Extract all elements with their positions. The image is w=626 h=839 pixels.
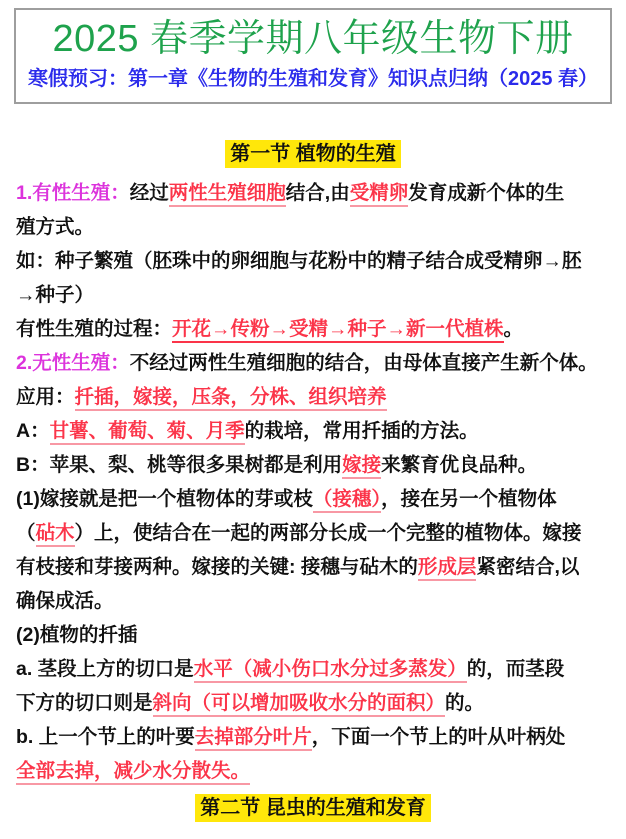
text-segment: 2.无性生殖：	[16, 352, 130, 374]
text-segment: 砧木	[36, 522, 75, 547]
text-line	[16, 550, 610, 584]
text-segment: 斜向（可以增加吸收水分的面积）	[153, 692, 446, 717]
text-segment: 来繁育优良品种。	[381, 454, 538, 476]
text-segment: 的栽培，常用扦插的方法。	[244, 420, 479, 442]
text-segment: 不经过两性生殖细胞的结合，由母体直接产生新个体。	[129, 352, 598, 374]
text-segment: 有性生殖的过程：	[16, 318, 173, 340]
text-segment: 发育成新个体的生	[408, 182, 565, 204]
text-line	[16, 414, 610, 448]
text-line	[16, 618, 610, 652]
text-line	[16, 278, 610, 312]
text-segment: （	[16, 522, 36, 544]
content	[0, 104, 626, 827]
text-segment: 全部去掉，减少水分散失。	[16, 760, 250, 785]
text-segment: 水平（减小伤口水分过多蒸发）	[194, 658, 467, 683]
text-segment: ，接在另一个植物体	[381, 488, 557, 510]
text-line	[16, 380, 610, 414]
text-line	[16, 346, 610, 380]
text-segment: （接穗）	[313, 488, 381, 513]
document-header-box	[14, 8, 612, 104]
text-segment: ，下面一个节上的叶从叶柄处	[311, 726, 566, 748]
text-segment: 有枝接和芽接两种。嫁接的关键: 接穗与砧木的	[16, 556, 418, 578]
text-line	[16, 516, 610, 550]
text-segment: (2)植物的扦插	[16, 624, 138, 646]
text-segment: A：	[16, 420, 50, 442]
text-segment: 经过	[129, 182, 169, 204]
text-segment: 扦插，嫁接，压条，分株、组织培养	[75, 386, 387, 411]
text-segment: →种子）	[16, 284, 95, 306]
page-subtitle: 寒假预习：第一章《生物的生殖和发育》知识点归纳（2025 春）	[27, 68, 599, 90]
text-line	[16, 584, 610, 618]
text-line	[16, 720, 610, 754]
page-title: 2025 春季学期八年级生物下册	[52, 18, 574, 60]
text-segment: 。	[503, 318, 524, 340]
section-heading-text: 第一节 植物的生殖	[225, 140, 401, 168]
text-segment: 下方的切口则是	[16, 692, 153, 714]
text-line	[16, 652, 610, 686]
text-segment: 的。	[445, 692, 485, 714]
text-segment: 结合,由	[285, 182, 350, 204]
text-segment: ）上，使结合在一起的两部分长成一个完整的植物体。嫁接	[74, 522, 582, 544]
text-segment: 去掉部分叶片	[195, 726, 312, 751]
text-line	[16, 448, 610, 482]
text-segment: 殖方式。	[16, 216, 95, 238]
text-segment: 应用：	[16, 386, 75, 408]
text-segment: b. 上一个节上的叶要	[16, 726, 195, 748]
text-line	[16, 176, 610, 210]
text-segment: 形成层	[418, 556, 477, 581]
text-line	[16, 312, 610, 346]
text-segment: 的，而茎段	[466, 658, 565, 680]
text-segment: 如：种子繁殖（胚珠中的卵细胞与花粉中的精子结合成受精卵→胚	[16, 250, 582, 272]
text-segment: (1)嫁接就是把一个植物体的芽或枝	[16, 488, 313, 510]
text-line	[16, 210, 610, 244]
text-line	[16, 686, 610, 720]
text-segment: 甘薯、葡萄、菊、月季	[50, 420, 245, 445]
section-heading-text: 第二节 昆虫的生殖和发育	[195, 794, 431, 822]
text-segment: 开花→传粉→受精→种子→新一代植株	[172, 318, 504, 343]
section-1-heading	[16, 137, 610, 173]
text-segment: a. 茎段上方的切口是	[16, 658, 194, 680]
text-line	[16, 482, 610, 516]
text-line	[16, 754, 610, 788]
section-2-heading	[16, 791, 610, 827]
text-segment: B：苹果、梨、桃等很多果树都是利用	[16, 454, 343, 476]
text-segment: 受精卵	[350, 182, 409, 207]
text-segment: 1.有性生殖：	[16, 182, 130, 204]
text-line	[16, 244, 610, 278]
text-segment: 嫁接	[342, 454, 381, 479]
text-segment: 确保成活。	[16, 590, 114, 612]
text-segment: 紧密结合,以	[476, 556, 580, 578]
text-segment: 两性生殖细胞	[169, 182, 286, 207]
